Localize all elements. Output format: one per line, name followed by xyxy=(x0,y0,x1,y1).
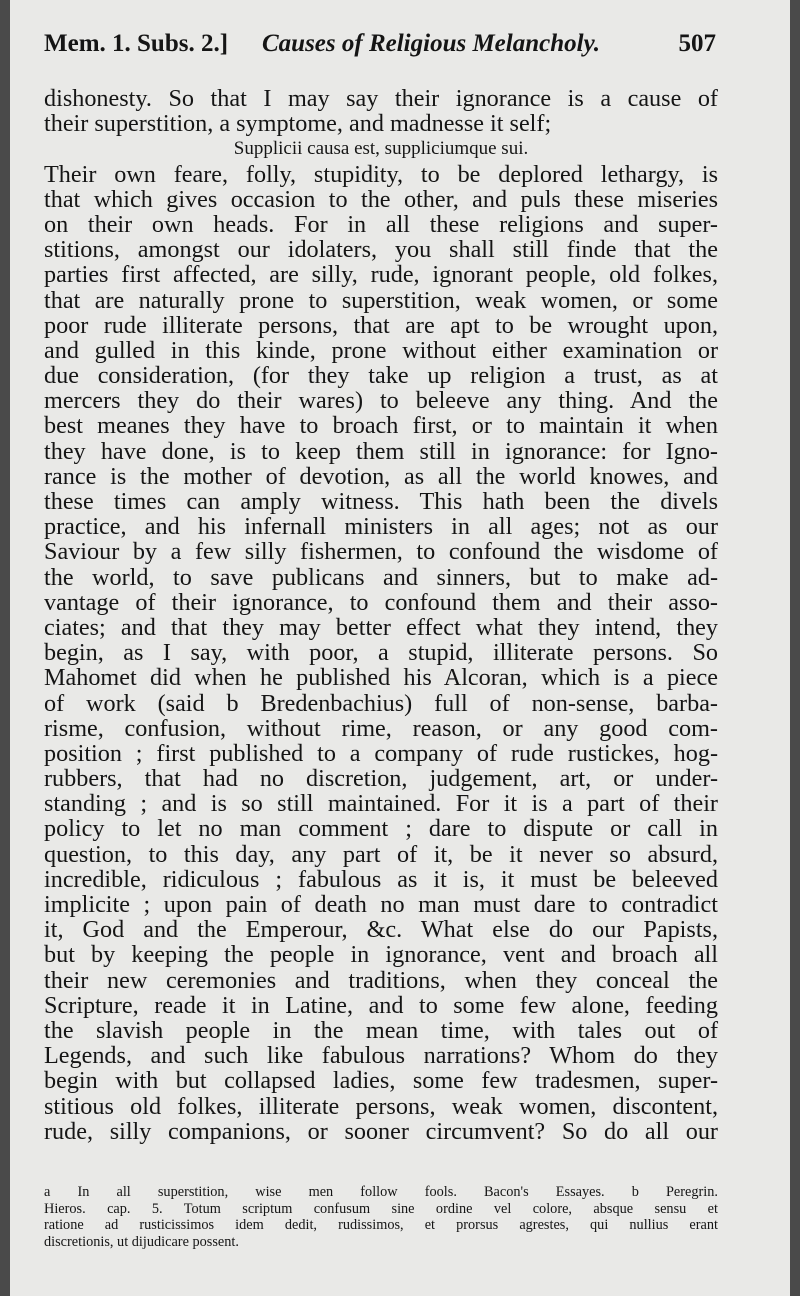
text-line: rude, silly companions, or sooner circumvent? So do all our xyxy=(44,1117,718,1145)
text-line: begin, as I say, with poor, a stupid, illiterate persons. So xyxy=(44,639,718,667)
footnote-line: ratione ad rusticissimos idem dedit, rudissimos, et prorsus agrestes, qui nullius erant xyxy=(44,1217,718,1233)
latin-quotation: Supplicii causa est, suppliciumque sui. xyxy=(233,138,529,160)
footnote-line: Hieros. cap. 5. Totum scriptum confusum sine ordine vel colore, absque sensu et xyxy=(44,1200,718,1217)
text-line: they have done, is to keep them still in ignorance: for Igno- xyxy=(44,437,718,465)
text-line: parties first affected, are silly, rude, ignorant people, old folkes, xyxy=(44,261,718,289)
text-line: standing ; and is so still maintained. For it is a part of their xyxy=(44,790,718,818)
running-head xyxy=(44,30,716,70)
text-line: best meanes they have to broach first, or to maintain it when xyxy=(44,412,718,440)
text-line: incredible, ridiculous ; fabulous as it is, it must be beleeved xyxy=(44,865,718,893)
body-text xyxy=(44,86,718,1144)
text-line: stitious old folkes, illiterate persons, weak women, discontent, xyxy=(44,1092,718,1120)
footnotes xyxy=(44,1184,718,1250)
text-line: of work (said b Bredenbachius) full of non-sense, barba- xyxy=(44,689,718,717)
text-line: the world, to save publicans and sinners, but to make ad- xyxy=(44,563,718,591)
text-line: it, God and the Emperour, &c. What else do our Papists, xyxy=(44,916,718,944)
text-line: mercers they do their wares) to beleeve any thing. And the xyxy=(44,387,718,415)
text-line: the slavish people in the mean time, with tales out of xyxy=(44,1016,718,1044)
text-line: Legends, and such like fabulous narrations? Whom do they xyxy=(44,1042,718,1070)
text-line: that which gives occasion to the other, and puls these miseries xyxy=(44,185,718,213)
text-line: begin with but collapsed ladies, some few tradesmen, super- xyxy=(44,1067,718,1095)
text-line: Saviour by a few silly fishermen, to confound the wisdome of xyxy=(44,538,718,566)
footnote-line: a In all superstition, wise men follow fools. Bacon's Essayes. b Peregrin. xyxy=(44,1184,718,1200)
text-line: due consideration, (for they take up religion a trust, as at xyxy=(44,362,718,390)
section-reference: Mem. 1. Subs. 2.] xyxy=(44,30,229,57)
text-line: these times can amply witness. This hath been the divels xyxy=(44,488,718,515)
text-line: dishonesty. So that I may say their ignorance is a cause of xyxy=(44,85,718,112)
text-line: policy to let no man comment ; dare to dispute or call in xyxy=(44,815,718,843)
text-line: stitions, amongst our idolaters, you shall still finde that the xyxy=(44,236,718,264)
text-line: Scripture, reade it in Latine, and to some few alone, feeding xyxy=(44,991,718,1019)
text-line: but by keeping the people in ignorance, vent and broach all xyxy=(44,941,718,969)
text-line: their superstition, a symptome, and madnesse it self; xyxy=(44,110,552,138)
text-line: position ; first published to a company of rude rustickes, hog- xyxy=(44,739,718,767)
text-line: on their own heads. For in all these religions and super- xyxy=(44,210,718,238)
text-line: practice, and his infernall ministers in all ages; not as our xyxy=(44,513,718,541)
text-line: Mahomet did when he published his Alcoran, which is a piece xyxy=(44,664,718,692)
text-line: rance is the mother of devotion, as all the world knowes, and xyxy=(44,462,718,490)
text-line: and gulled in this kinde, prone without either examination or xyxy=(44,336,718,364)
text-line: implicite ; upon pain of death no man must dare to contradict xyxy=(44,891,718,918)
text-line: rubbers, that had no discretion, judgement, art, or under- xyxy=(44,765,718,793)
text-line: their new ceremonies and traditions, when they conceal the xyxy=(44,966,718,994)
text-line: that are naturally prone to superstition, weak women, or some xyxy=(44,286,718,314)
chapter-title: Causes of Religious Melancholy. xyxy=(262,30,600,57)
page-number: 507 xyxy=(678,30,716,57)
text-line: ciates; and that they may better effect what they intend, they xyxy=(44,613,718,641)
text-line: question, to this day, any part of it, be it never so absurd, xyxy=(44,840,718,868)
text-line: Their own feare, folly, stupidity, to be deplored lethargy, is xyxy=(44,160,718,188)
footnote-line: discretionis, ut dijudicare possent. xyxy=(44,1233,239,1250)
text-line: poor rude illiterate persons, that are apt to be wrought upon, xyxy=(44,311,718,339)
book-page xyxy=(10,0,790,1296)
text-line: risme, confusion, without rime, reason, or any good com- xyxy=(44,714,718,742)
text-line: vantage of their ignorance, to confound them and their asso- xyxy=(44,588,718,616)
